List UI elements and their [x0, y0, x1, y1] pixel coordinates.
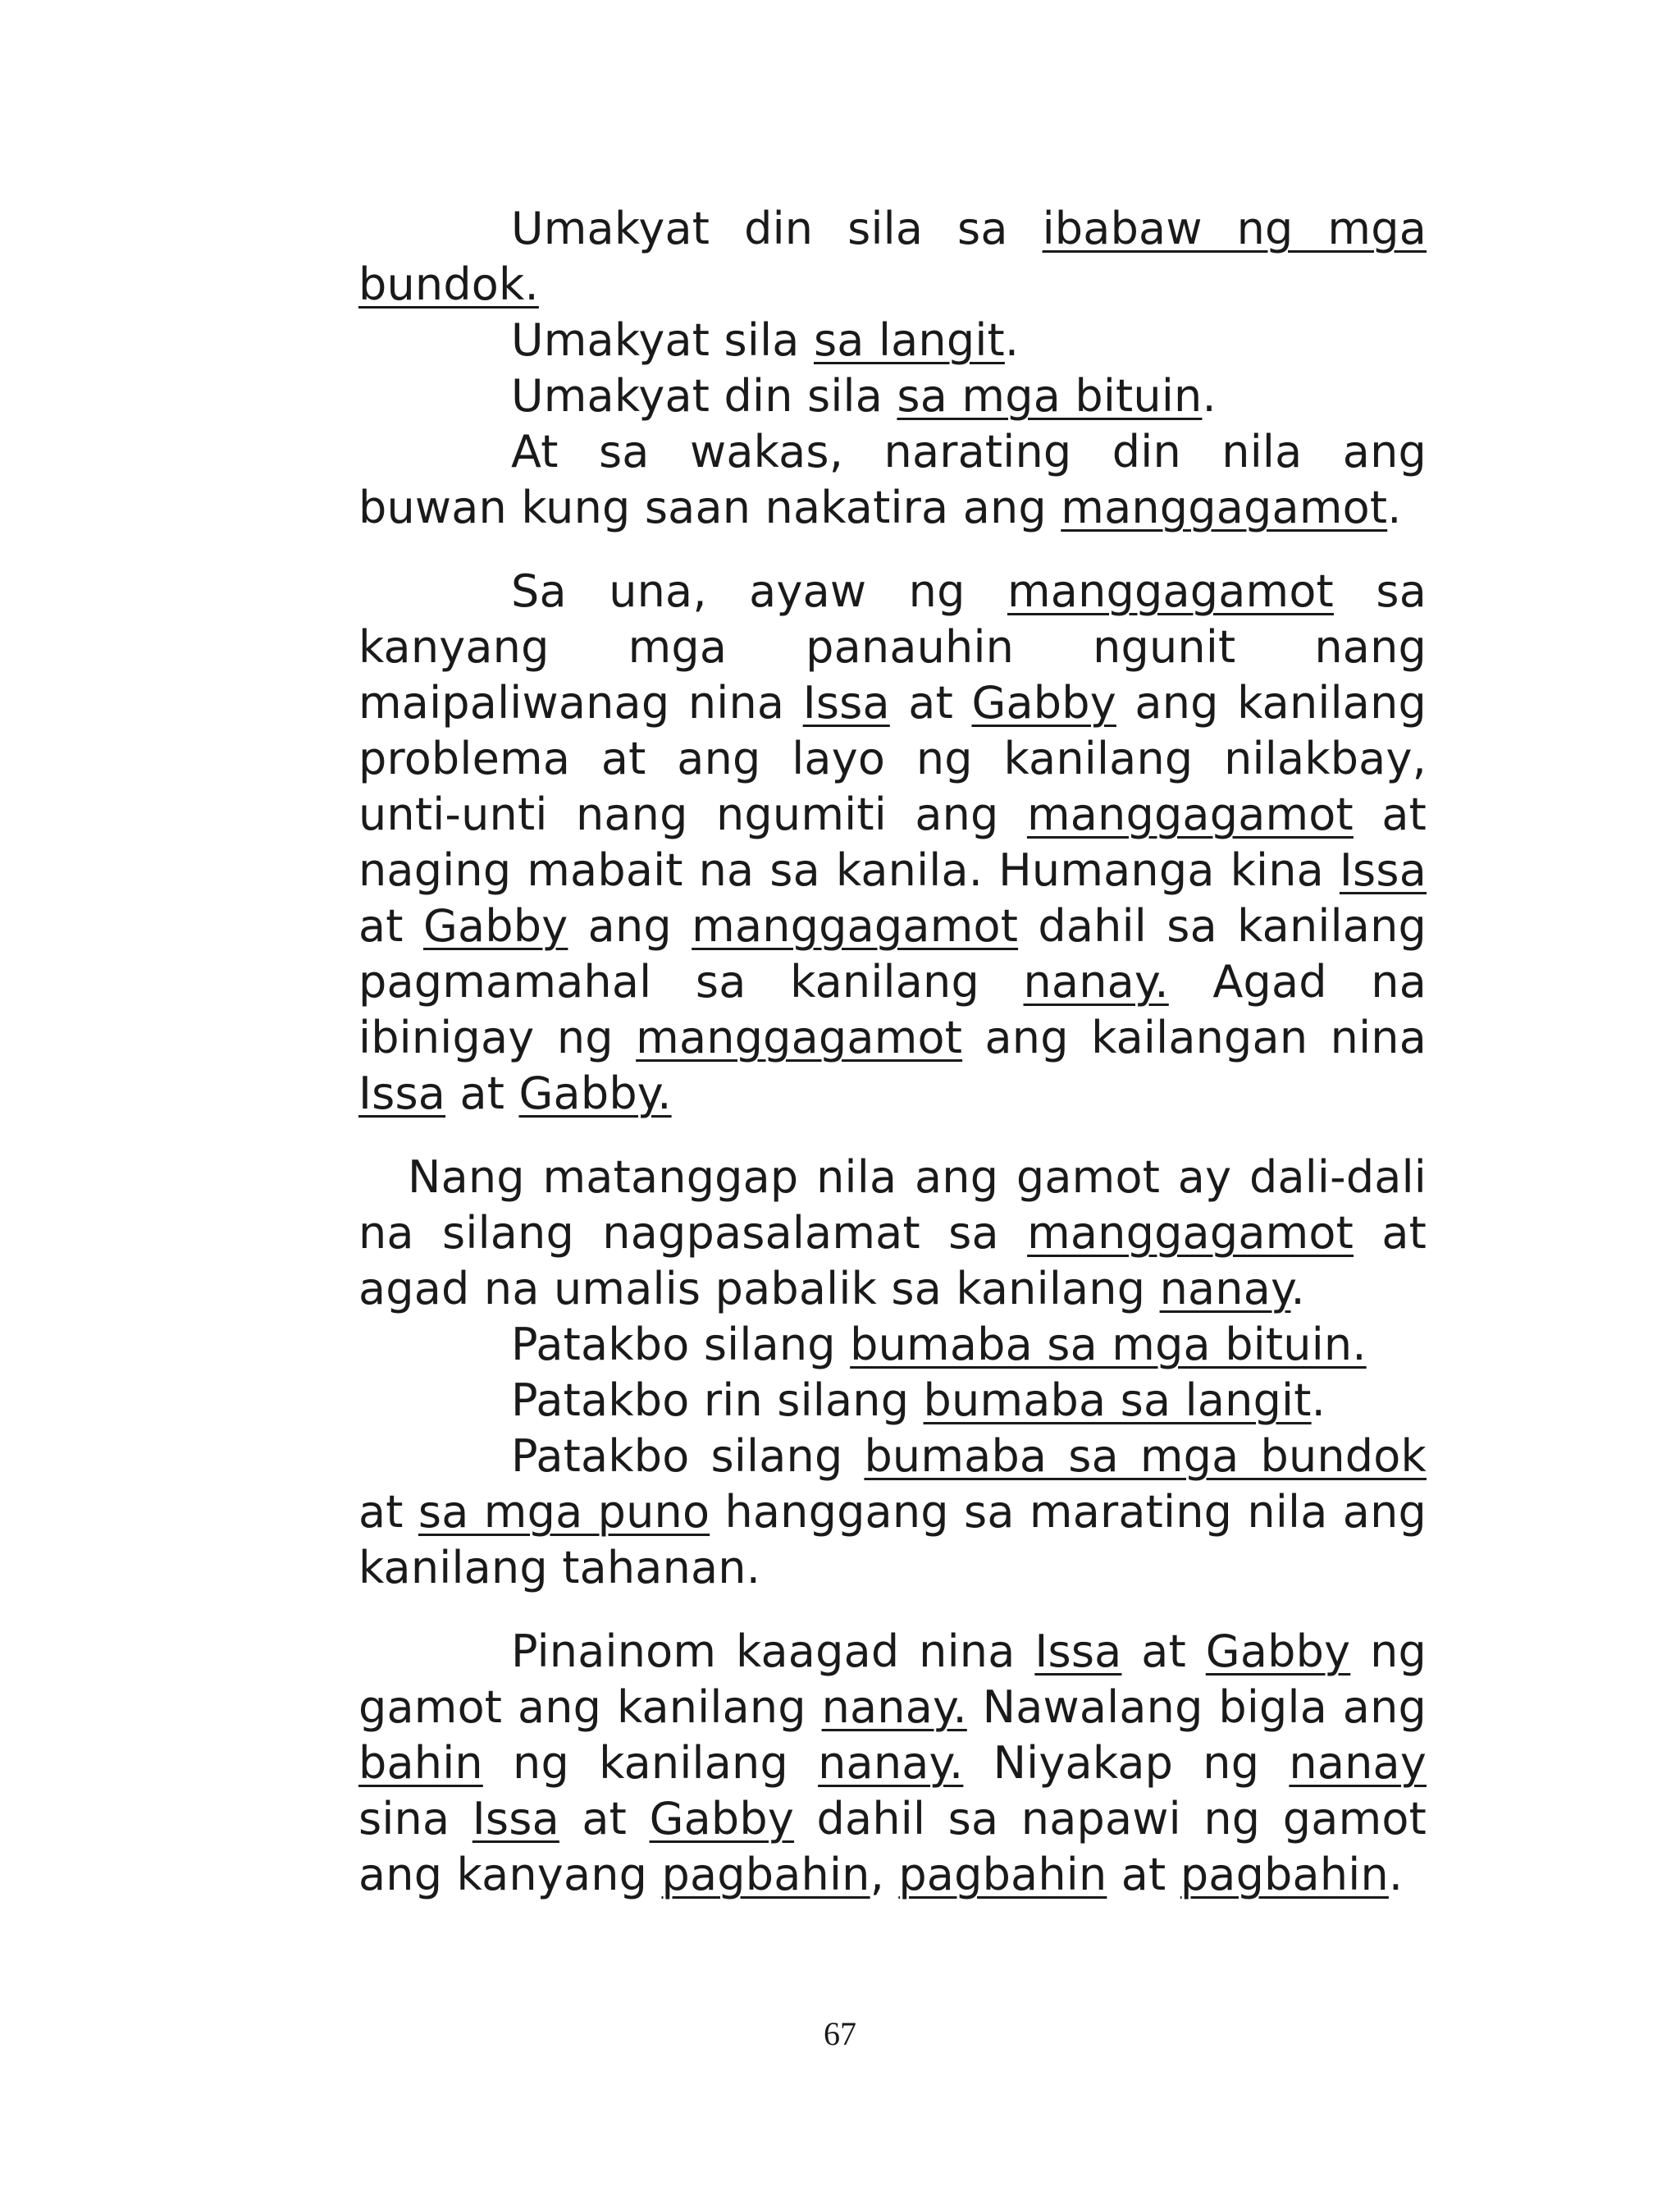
underlined-word: sa mga puno	[418, 1486, 710, 1538]
story-text	[358, 201, 1427, 1903]
text-run: Patakbo silang	[511, 1319, 851, 1370]
text-run: ,	[870, 1849, 899, 1900]
paragraph	[358, 564, 1427, 1122]
underlined-word: Gabby.	[518, 1068, 672, 1119]
underlined-word: Issa	[358, 1068, 446, 1119]
text-run: at	[358, 1486, 418, 1538]
underlined-word: bumaba sa mga bituin.	[850, 1319, 1367, 1370]
paragraph	[358, 1429, 1427, 1596]
text-run: dahil sa kanilang pagmamahal sa kanilang	[358, 900, 1427, 1008]
paragraph	[358, 1373, 1427, 1429]
paragraph	[358, 1317, 1427, 1373]
underlined-word: manggagamot	[1007, 565, 1334, 617]
text-run: ng kanilang	[482, 1737, 819, 1789]
text-run: at	[889, 677, 972, 729]
text-run: at	[559, 1793, 650, 1845]
underlined-word: nanay	[1159, 1263, 1291, 1314]
underlined-word: nanay	[1289, 1737, 1427, 1789]
text-run: hanggang sa marating nila ang kanilang tahanan.	[358, 1486, 1427, 1593]
underlined-word: pagbahin	[661, 1849, 870, 1900]
text-run: Umakyat din sila	[511, 370, 897, 422]
text-run: .	[1388, 1849, 1404, 1900]
underlined-word: sa mga bituin	[897, 370, 1203, 422]
text-run: dahil sa napawi ng gamot ang kanyang	[358, 1793, 1427, 1900]
underlined-word: Gabby	[1205, 1625, 1351, 1677]
underlined-word: bahin	[358, 1737, 483, 1789]
paragraph	[358, 313, 1427, 368]
paragraph	[358, 1150, 1427, 1317]
text-run: at naging mabait na sa kanila. Humanga kina	[358, 789, 1427, 896]
text-run: at	[358, 900, 423, 952]
underlined-word: Gabby	[971, 677, 1116, 729]
text-run: .	[1311, 1374, 1326, 1426]
underlined-word: sa langit	[813, 314, 1005, 366]
text-run: ng gamot ang kanilang	[358, 1625, 1427, 1733]
paragraph	[358, 201, 1427, 313]
underlined-word: Gabby	[649, 1793, 795, 1845]
text-run: Niyakap ng	[963, 1737, 1290, 1789]
text-run: Agad na ibinigay ng	[358, 956, 1427, 1063]
text-run: ang	[568, 900, 692, 952]
text-run: .	[1387, 482, 1402, 533]
underlined-word: pagbahin	[1180, 1849, 1389, 1900]
text-run: at agad na umalis pabalik sa kanilang	[358, 1207, 1427, 1314]
text-run: Pinainom kaagad nina	[511, 1625, 1035, 1677]
text-run: at	[1107, 1849, 1180, 1900]
text-run: ang kanilang problema at ang layo ng kanilang nilakbay, unti-unti nang ngumiti ang	[358, 677, 1427, 840]
text-run: at	[1121, 1625, 1206, 1677]
underlined-word: manggagamot	[692, 900, 1019, 952]
underlined-word: bumaba sa mga bundok	[864, 1430, 1427, 1482]
text-run: sina	[358, 1793, 472, 1845]
text-run: Umakyat din sila sa	[511, 203, 1043, 254]
underlined-word: Issa	[1034, 1625, 1122, 1677]
paragraph	[358, 368, 1427, 424]
paragraph	[358, 1624, 1427, 1903]
text-run: sa kanyang mga panauhin ngunit nang maipaliwanag nina	[358, 565, 1427, 729]
text-run: Nang matanggap nila ang gamot ay dali-dali na silang nagpasalamat sa	[358, 1151, 1427, 1259]
text-run: Sa una, ayaw ng	[511, 565, 1007, 617]
underlined-word: bumaba sa langit	[923, 1374, 1312, 1426]
text-run: Patakbo silang	[511, 1430, 865, 1482]
page-number: 67	[824, 2015, 856, 2052]
text-run: .	[1290, 1263, 1305, 1314]
underlined-word: manggagamot	[1026, 789, 1354, 840]
underlined-word: manggagamot	[636, 1012, 963, 1063]
underlined-word: pagbahin	[898, 1849, 1107, 1900]
underlined-word: Issa	[1339, 844, 1427, 896]
underlined-word: manggagamot	[1027, 1207, 1354, 1259]
underlined-word: nanay.	[818, 1737, 964, 1789]
text-run: ang kailangan nina	[962, 1012, 1427, 1063]
text-run: Nawalang bigla ang	[966, 1681, 1427, 1733]
text-run: at	[445, 1068, 519, 1119]
text-run: .	[1004, 314, 1020, 366]
underlined-word: Issa	[802, 677, 890, 729]
text-run: Umakyat sila	[511, 314, 814, 366]
underlined-word: ibabaw ng mga bundok.	[358, 203, 1427, 310]
underlined-word: nanay.	[1023, 956, 1169, 1008]
underlined-word: manggagamot	[1061, 482, 1388, 533]
text-run: At sa wakas, narating din nila ang buwan kung saan nakatira ang	[358, 426, 1427, 533]
text-run: .	[1202, 370, 1217, 422]
paragraph	[358, 424, 1427, 536]
underlined-word: nanay.	[821, 1681, 967, 1733]
underlined-word: Gabby	[422, 900, 568, 952]
text-run: Patakbo rin silang	[511, 1374, 924, 1426]
underlined-word: Issa	[472, 1793, 559, 1845]
